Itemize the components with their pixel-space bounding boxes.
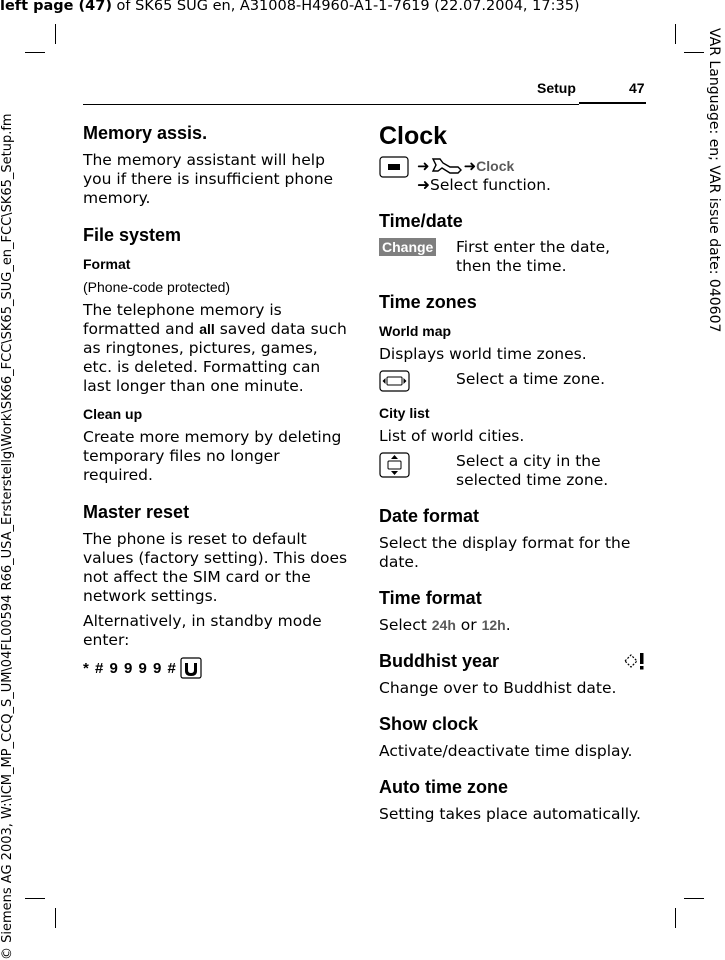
settings-wrench-icon (430, 155, 464, 177)
clock-navigation: ➜ ➜ Clock ➜Select function. (379, 156, 649, 195)
city-list-action: Select a city in the selected time zone. (456, 452, 609, 489)
format-title: Format (83, 256, 131, 272)
date-format-text: Select the display format for the date. (379, 534, 631, 571)
world-map-action-row (379, 370, 649, 397)
buddhist-year-text: Change over to Buddhist date. (379, 679, 617, 697)
world-map-text: Displays world time zones. (379, 345, 587, 363)
vertical-file-path: © Siemens AG 2003, W:\ICM_MP_CCQ_S_UM\04FL00594 R66_USA_Ersterstellg\Work\SK66_FCC\SK65_SUG_en_FCC\SK65_Setup.fm (0, 113, 15, 960)
date-format-title: Date format (379, 506, 480, 526)
format-note: (Phone-code protected) (83, 279, 231, 295)
memory-assis-title: Memory assis. (83, 123, 208, 143)
print-header-info: of SK65 SUG en, A31008-H4960-A1-1-7619 (22.07.2004, 17:35) (111, 0, 580, 14)
print-header (0, 0, 580, 14)
vertical-language-info: VAR Language: en; VAR issue date: 040607 (706, 28, 722, 333)
clean-up-title: Clean up (83, 406, 143, 422)
file-system-title: File system (83, 225, 182, 245)
header-rule-thick (579, 102, 646, 104)
nav-clock-label: Clock (476, 157, 515, 174)
master-reset-code-row (83, 657, 351, 679)
time-zones-title: Time zones (379, 292, 477, 312)
buddhist-year-title: Buddhist year (379, 651, 500, 671)
time-date-title: Time/date (379, 211, 463, 231)
show-clock-title: Show clock (379, 714, 479, 734)
option-24h: 24h (431, 617, 456, 633)
time-date-text: First enter the date, then the time. (456, 238, 611, 275)
change-softkey: Change (379, 238, 436, 256)
auto-time-zone-title: Auto time zone (379, 777, 508, 797)
menu-key-icon (379, 156, 409, 178)
city-list-title: City list (379, 405, 430, 421)
header-rule-thin (83, 104, 579, 105)
auto-time-zone-text: Setting takes place automatically. (379, 805, 641, 823)
up-down-nav-key-icon (379, 452, 410, 478)
network-dependent-icon (621, 650, 649, 672)
time-date-row (379, 238, 649, 276)
time-format-title: Time format (379, 588, 482, 608)
nav-select-function: Select function. (430, 176, 551, 194)
running-head-section: Setup (537, 80, 576, 96)
right-column (379, 122, 649, 824)
city-list-text: List of world cities. (379, 427, 525, 445)
city-list-action-row (379, 452, 649, 490)
call-key-icon (180, 657, 202, 679)
show-clock-text: Activate/deactivate time display. (379, 742, 633, 760)
master-reset-code: * # 9 9 9 9 # (83, 659, 177, 677)
clean-up-text: Create more memory by deleting temporary files no longer required. (83, 428, 342, 484)
left-right-nav-key-icon (379, 370, 410, 392)
master-reset-title: Master reset (83, 502, 190, 522)
option-12h: 12h (481, 617, 506, 633)
time-format-text: Select 24h or 12h. (379, 616, 511, 634)
buddhist-year-header (379, 650, 649, 672)
world-map-action: Select a time zone. (456, 370, 606, 388)
world-map-title: World map (379, 323, 452, 339)
format-text: The telephone memory is formatted and all saved data such as ringtones, pictures, games, etc. is deleted. Formatting can last longer than one minute. (83, 301, 347, 395)
left-column (83, 122, 351, 679)
page-number: 47 (629, 80, 645, 96)
print-header-page: left page (47) (0, 0, 112, 14)
clock-title: Clock (379, 122, 448, 150)
memory-assis-text: The memory assistant will help you if there is insufficient phone memory. (83, 151, 334, 207)
master-reset-text: The phone is reset to default values (factory setting). This does not affect the SIM card or the network settings. (83, 530, 348, 605)
master-reset-alt-text: Alternatively, in standby mode enter: (83, 612, 322, 649)
